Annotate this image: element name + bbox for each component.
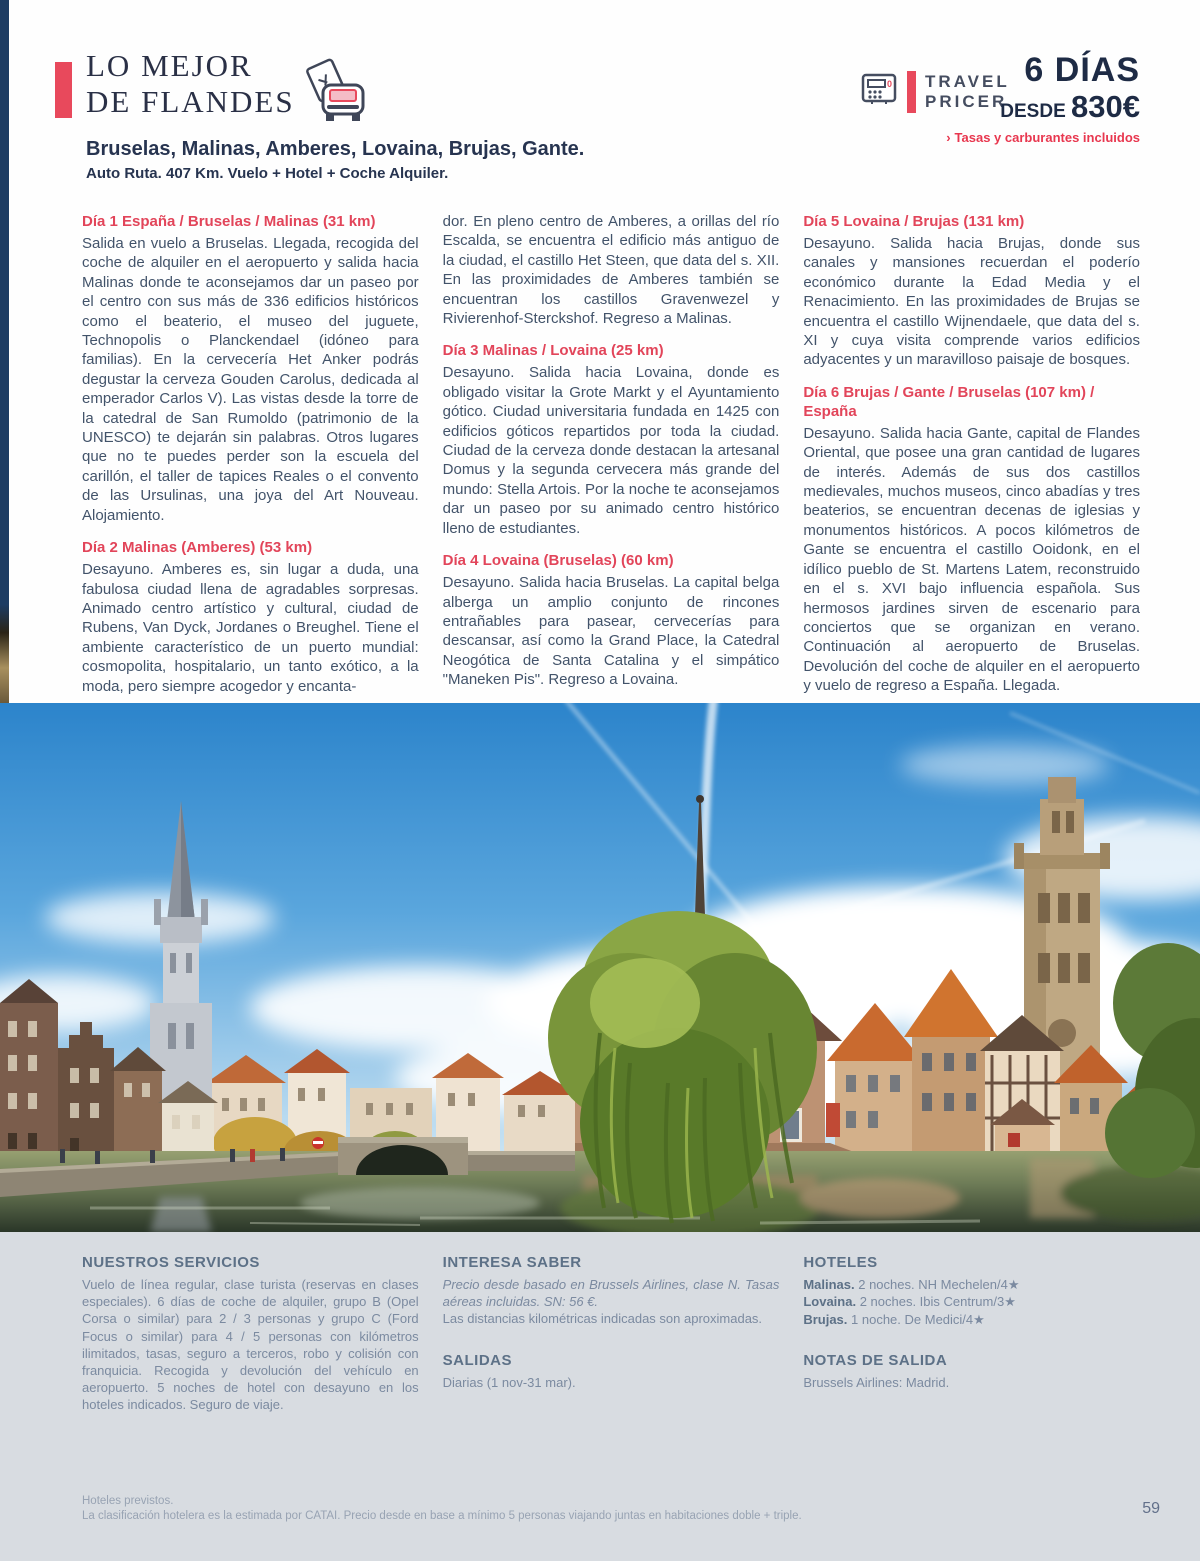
good-to-know-text: Las distancias kilométricas indicadas son aproximadas. [442,1311,763,1327]
itinerary-column-1 [82,212,419,709]
day-1-title: Día 1 España / Bruselas / Malinas (31 km) [82,213,376,230]
price-from [820,89,1140,125]
departure-notes-heading: NOTAS DE SALIDA [803,1352,948,1370]
departures-text: Diarias (1 nov-31 mar). [442,1374,576,1390]
day-5-block [803,212,1140,370]
good-to-know-italic-text: Precio desde basado en Brussels Airlines, clase N. Tasas aéreas incluidas. SN: 56 €. [442,1277,780,1310]
services-grid [82,1254,1140,1414]
day-2-title: Día 2 Malinas (Amberes) (53 km) [82,539,313,557]
our-services-heading: NUESTROS SERVICIOS [82,1254,260,1271]
title-accent-bar [55,62,72,118]
day-2-continuation: dor. En pleno centro de Amberes, a orillas del río Escalda, se encuentra el edificio más antiguo de la ciudad, el castillo Het Steen, que data del s. XII. En las proximidades de Amberes también se encuentran los castillos Gravenwezel y Rivierenhof-Sterckshof. Regreso a Malinas. [442,213,780,328]
taxes-note-text: Tasas y carburantes incluidos [954,130,1140,145]
itinerary-column-3 [803,212,1140,709]
footer-notes [82,1494,802,1524]
destination-photo [0,703,1200,1232]
bruges-canal-illustration [0,703,1200,1232]
page-spine-edge [0,0,9,703]
hotel-details: 2 noches. NH Mechelen/4★ [854,1277,1020,1292]
price-prefix: DESDE [1000,101,1066,122]
services-column-3 [803,1254,1140,1414]
chevron-icon: › [946,130,951,145]
footer-line-1: Hoteles previstos. [82,1495,174,1507]
price-block [820,52,1140,145]
travel-pricer-line2: PRICER [925,91,1008,111]
itinerary-column-2 [443,212,780,709]
svg-text:0: 0 [887,79,893,89]
hotel-details: 1 noche. De Medici/4★ [847,1311,985,1327]
hotel-item [803,1311,1140,1328]
page-number: 59 [1142,1500,1160,1517]
departures-heading: SALIDAS [442,1351,512,1369]
hotel-city: Brujas. [803,1311,848,1327]
day-1-block [82,212,419,525]
day-4-title: Día 4 Lovaina (Bruselas) (60 km) [442,552,674,570]
day-2-text: Desayuno. Amberes es, sin lugar a duda, una fabulosa ciudad llena de agradables sorpresas. Animado centro artístico y cultural, ciudad de Rubens, Van Dyck, Jordanes o Breughel. Tiene el ambiente característico de un puerto mundial: cosmopolita, hospitalario, un tanto exótico, a la moda, pero siempre acogedor y encanta- [82,561,419,695]
hotel-city: Lovaina. [803,1294,857,1310]
hotel-city: Malinas. [803,1277,855,1292]
day-1-text: Salida en vuelo a Bruselas. Llegada, recogida del coche de alquiler en el aeropuerto y salida hacia Malinas donde te aconsejamos dar un paseo por el centro con sus más de 336 edificios históricos como el beaterio, el museo del juguete, Technopolis o Planckendael (idóneo para familias). En la cervecería Het Anker podrás degustar la cerveza Gouden Carolus, dedicada al emperador Carlos V). Las vistas desde la torre de la catedral de San Rumoldo (patrimonio de la UNESCO) te dejarán sin palabras. Otros lugares que no te puedes perder son la escuela del carillón, el taller de tapices Reales o el convento de las Ursulinas, una joya del Art Nouveau. Alojamiento. [82,235,419,524]
day-6-title: Día 6 Brujas / Gante / Bruselas (107 km) / España [803,383,1095,420]
day-4-block [443,551,780,689]
departure-notes-text: Brussels Airlines: Madrid. [803,1375,950,1391]
good-to-know-heading: INTERESA SABER [442,1254,582,1271]
page-title [86,48,295,120]
services-column-1 [82,1254,419,1414]
taxes-note [820,130,1140,145]
day-3-block [443,341,780,538]
day-5-text: Desayuno. Salida hacia Brujas, donde sus canales y mansiones recuerdan el poderío económico durante la Edad Media y el Renacimiento. En las proximidades de Brujas se encuentra el castillo Wijnendaele, que data del s. XI y cuya visita comprende varios edificios adyacentes y un maravilloso paisaje de bosques. [803,235,1140,369]
hotels-heading: HOTELES [803,1254,878,1271]
hotel-item [803,1276,1140,1293]
day-6-text: Desayuno. Salida hacia Gante, capital de Flandes Oriental, que posee una gran cantidad de lugares de interés. Además de sus dos castillos medievales, muchos museos, cinco abadías y tres beaterios, se encuentran decenas de iglesias y monumentos históricos. A pocos kilómetros de Gante se encuentra el castillo Ooidonk, en el idílico pueblo de St. Martens Latem, reconstruido en el s. XVI bajo influencia española. Sus hermosos jardines sirven de escenario para conciertos que se organizan en verano. Continuación al aeropuerto de Bruselas. Devolución del coche de alquiler en el aeropuerto y vuelo de regreso a España. Llegada. [803,424,1140,695]
our-services-text: Vuelo de línea regular, clase turista (reservas en clases especiales). 6 días de coche de alquiler, grupo B (Opel Corsa o similar) para 2 / 3 personas y grupo C (Ford Focus o similar) para 4 / 5 personas con kilómetros ilimitados, tasas, seguro a terceros, robo y colisión con franquicia. Recogida y devolución del vehículo en aeropuerto. 5 noches de hotel con desayuno en los hoteles indicados. Seguro de viaje. [82,1277,419,1413]
travel-pricer-line1: TRAVEL [925,71,1010,91]
day-3-text: Desayuno. Salida hacia Lovaina, donde es obligado visitar la Grote Markt y el Ayuntamiento gótico. Ciudad universitaria fundada en 1425 con edificios góticos repartidos por toda la ciudad. Ciudad de la cerveza donde destacan la artesanal Domus y la segunda cervecera más grande del mundo: Stella Artois. Por la noche te aconsejamos dar un paseo por su animado centro histórico lleno de estudiantes. [442,364,780,537]
day-5-title: Día 5 Lovaina / Brujas (131 km) [803,213,1025,230]
price-value: 830€ [1071,89,1140,124]
day-6-block [803,383,1140,696]
day-3-title: Día 3 Malinas / Lovaina (25 km) [442,342,664,360]
title-line1: LO MEJOR [86,48,253,83]
services-column-2 [443,1254,780,1414]
title-line2: DE FLANDES [86,84,295,119]
trip-duration: 6 DÍAS [1024,51,1140,89]
footer-line-2: La clasificación hotelera es la estimada por CATAI. Precio desde en base a mínimo 5 personas viajando juntas en habitaciones doble + triple. [82,1510,802,1522]
day-4-text: Desayuno. Salida hacia Bruselas. La capital belga alberga un amplio conjunto de rincones entrañables para pasear, cervecerías para descansar, así como la Grand Place, la Catedral Neogótica de Santa Catalina y el simpático "Maneken Pis". Regreso a Lovaina. [442,574,780,689]
day-2-block [82,538,419,696]
car-route-icon [296,56,372,137]
itinerary [82,212,1140,709]
hotel-details: 2 noches. Ibis Centrum/3★ [856,1294,1016,1310]
hotel-item [803,1293,1140,1310]
route-details: Auto Ruta. 407 Km. Vuelo + Hotel + Coche Alquiler. [86,165,449,182]
route-cities: Bruselas, Malinas, Amberes, Lovaina, Brujas, Gante. [86,138,585,160]
